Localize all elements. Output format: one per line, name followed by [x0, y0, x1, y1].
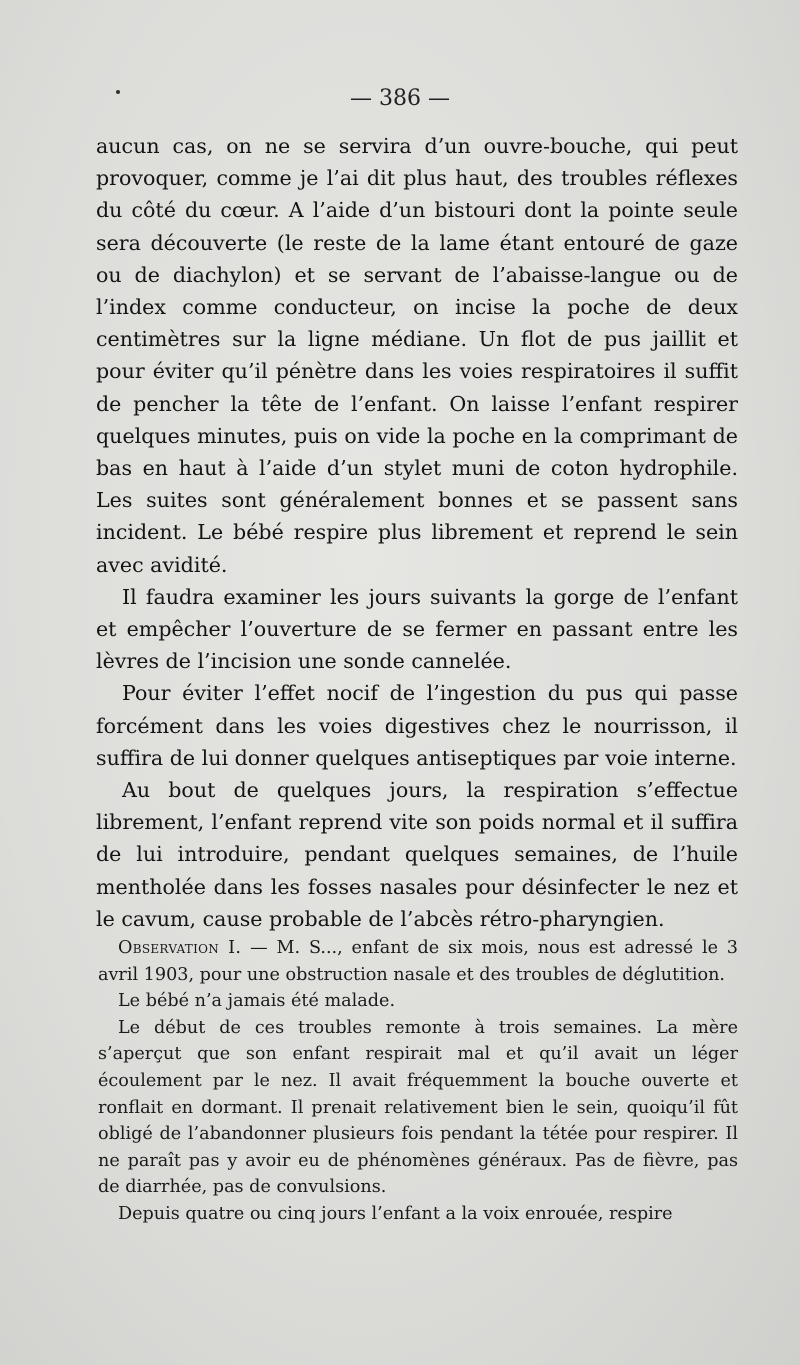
paragraph-guerison: Au bout de quelques jours, la respiration s’effectue librement, l’enfant reprend vite son poids normal et il suffira de lui introduire, pendant quelques semaines, de l’huile mentholée dans les fosses nasales pour désinfecter le nez et le cavum, cause probable de l’abcès rétro-pharyngien. [96, 778, 738, 931]
main-text [96, 130, 738, 935]
observation-paragraph: Le bébé n’a jamais été malade. [118, 991, 396, 1012]
observation-block [98, 935, 738, 1228]
observation-intro-text: — M. S..., enfant de six mois, nous est adressé le 3 avril 1903, pour une obstruction nasale et des troubles de déglutition. [98, 938, 738, 985]
observation-paragraph: Depuis quatre ou cinq jours l’enfant a la voix enrouée, respire [118, 1203, 673, 1224]
paragraph-examiner: Il faudra examiner les jours suivants la gorge de l’enfant et empêcher l’ouverture de se fermer en passant entre les lèvres de l’incision une sonde cannelée. [96, 584, 738, 674]
paragraph-continued: aucun cas, on ne se servira d’un ouvre-bouche, qui peut provoquer, comme je l’ai dit plus haut, des troubles réflexes du côté du cœur. A l’aide d’un bistouri dont la pointe seule sera découverte (le reste de la lame étant entouré de gaze ou de diachylon) et se servant de l’abaisse-langue ou de l’index comme conducteur, on incise la poche de deux centimètres sur la ligne médiane. Un flot de pus jaillit et pour éviter qu’il pénètre dans les voies respiratoires il suffit de pencher la tête de l’enfant. On laisse l’enfant respirer quelques minutes, puis on vide la poche en la comprimant de bas en haut à l’aide d’un stylet muni de coton hydrophile. Les suites sont généralement bonnes et se passent sans incident. Le bébé respire plus librement et reprend le sein avec avidité. [96, 134, 738, 577]
observation-intro [98, 935, 738, 988]
observation-label: Observation I. [118, 938, 242, 958]
observation-paragraph: Le début de ces troubles remonte à trois semaines. La mère s’aperçut que son enfant respirait mal et qu’il avait un léger écoulement par le nez. Il avait fréquemment la bouche ouverte et ronflait en dormant. Il prenait relativement bien le sein, quoiqu’il fût obligé de l’abandonner plusieurs fois pendant la tétée pour respirer. Il ne paraît pas y avoir eu de phénomènes généraux. Pas de fièvre, pas de diarrhée, pas de convulsions. [98, 1017, 738, 1198]
paragraph-antiseptiques: Pour éviter l’effet nocif de l’ingestion du pus qui passe forcément dans les voies digestives chez le nourrisson, il suffira de lui donner quelques antiseptiques par voie interne. [96, 681, 738, 770]
page-number: — 386 — [350, 86, 450, 111]
